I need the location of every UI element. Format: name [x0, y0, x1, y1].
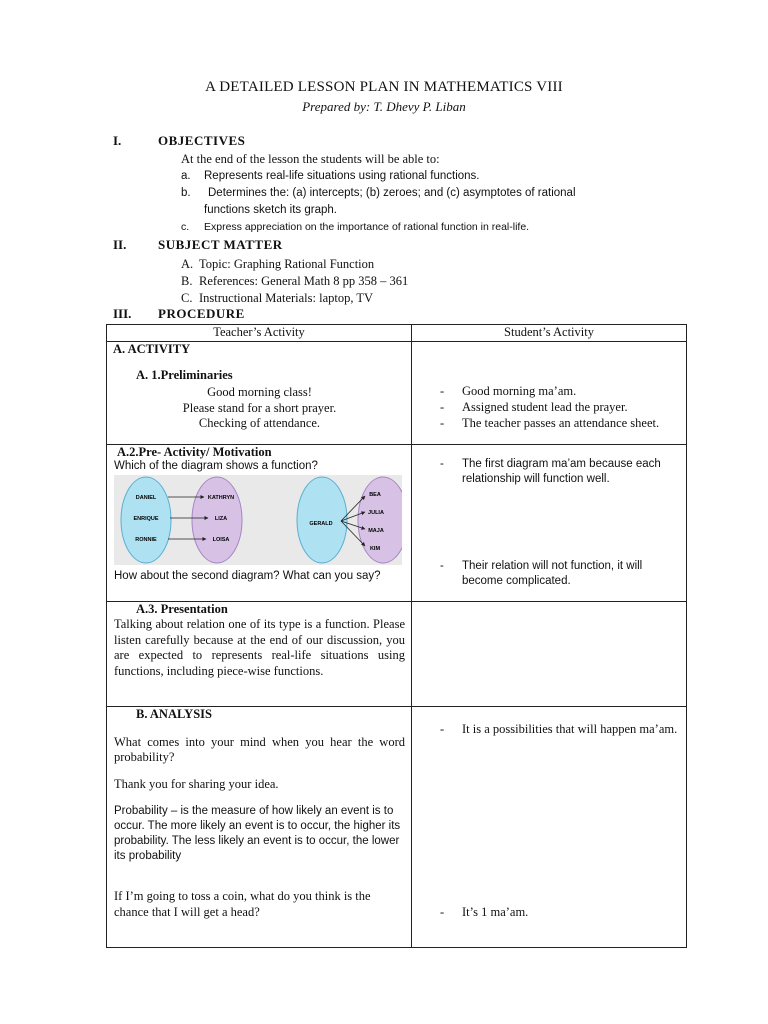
- subject-marker-b: B.: [181, 274, 193, 288]
- greeting: Good morning class!: [207, 385, 312, 399]
- motivation-question-2: How about the second diagram? What can you say?: [114, 570, 381, 582]
- range-label: LIZA: [214, 516, 228, 522]
- domain-label: GERALD: [309, 521, 333, 527]
- prayer: Please stand for a short prayer.: [182, 401, 337, 415]
- list-item: - Their relation will not function, it will become complicated.: [440, 560, 643, 587]
- objectives-number: I.: [113, 133, 122, 148]
- analysis-heading: B. ANALYSIS: [136, 707, 212, 721]
- range-label: MAJA: [368, 528, 384, 534]
- procedure-table: [106, 324, 687, 948]
- presentation-text: Talking about relation one of its type is a function. Please listen carefully because at the end of our discussion, you are expected to represents real-life situations using functions, including piece-wise functions.: [114, 617, 405, 678]
- preliminaries-heading: A. 1.Preliminaries: [136, 368, 233, 382]
- list-item: - It is a possibilities that will happen ma’am.: [440, 722, 678, 736]
- activity-row: [107, 342, 687, 445]
- domain-label: ENRIQUE: [133, 516, 159, 522]
- mapping-diagrams-svg: [114, 475, 402, 565]
- analysis-row: [107, 707, 687, 948]
- document-title: A DETAILED LESSON PLAN IN MATHEMATICS VIII: [205, 79, 563, 95]
- motivation-row: [107, 445, 687, 602]
- motivation-question: Which of the diagram shows a function?: [114, 460, 318, 472]
- objective-a: Represents real-life situations using rational functions.: [204, 170, 480, 182]
- domain-label: DANIEL: [135, 495, 157, 501]
- subject-references: References: General Math 8 pp 358 – 361: [199, 274, 409, 288]
- objective-b-continued: functions sketch its graph.: [204, 204, 337, 216]
- subject-matter-title: SUBJECT MATTER: [158, 237, 283, 252]
- subject-marker-a: A.: [181, 257, 194, 271]
- objectives-intro: At the end of the lesson the students will be able to:: [181, 152, 440, 166]
- domain-oval-2: [297, 477, 347, 563]
- objective-c: Express appreciation on the importance of rational function in real-life.: [204, 221, 530, 233]
- motivation-student-list-1: [412, 457, 680, 487]
- analysis-student-list-2: [412, 904, 680, 920]
- activity-student-list: [412, 383, 680, 431]
- objective-b: Determines the: (a) intercepts; (b) zeroes; and (c) asymptotes of rational: [208, 187, 576, 199]
- subject-marker-c: C.: [181, 291, 193, 305]
- subject-topic: Topic: Graphing Rational Function: [199, 257, 375, 271]
- analysis-thanks: Thank you for sharing your idea.: [114, 777, 279, 791]
- list-item: - Assigned student lead the prayer.: [440, 400, 628, 414]
- domain-label: RONNIE: [135, 537, 157, 543]
- range-label: KIM: [369, 546, 381, 552]
- prepared-by: Prepared by: T. Dhevy P. Liban: [302, 99, 466, 114]
- list-item: - The first diagram ma’am because each relationship will function well.: [440, 458, 661, 485]
- list-item: - It’s 1 ma’am.: [440, 905, 529, 919]
- student-activity-header: Student’s Activity: [412, 325, 687, 342]
- range-label: JULIA: [368, 510, 384, 516]
- motivation-student-list-2: [412, 559, 680, 589]
- subject-materials: Instructional Materials: laptop, TV: [199, 291, 374, 305]
- analysis-question-1: What comes into your mind when you hear the word probability?: [114, 735, 405, 764]
- range-label: BEA: [369, 492, 381, 498]
- attendance: Checking of attendance.: [198, 416, 321, 430]
- teacher-activity-header: Teacher’s Activity: [107, 325, 412, 342]
- list-item: - Good morning ma’am.: [440, 384, 577, 398]
- range-label: KATHRYN: [207, 495, 235, 501]
- objectives-title: OBJECTIVES: [158, 133, 246, 148]
- range-label: LOISA: [212, 537, 230, 543]
- objective-marker-a: a.: [181, 170, 191, 182]
- activity-heading: A. ACTIVITY: [113, 342, 191, 356]
- presentation-heading: A.3. Presentation: [136, 602, 228, 616]
- objective-marker-b: b.: [181, 187, 191, 199]
- motivation-heading: A.2.Pre- Activity/ Motivation: [117, 445, 272, 459]
- procedure-number: III.: [113, 306, 132, 321]
- presentation-row: [107, 602, 687, 707]
- analysis-question-2: If I’m going to toss a coin, what do you think is the chance that I will get a head?: [114, 889, 371, 919]
- list-item: - The teacher passes an attendance sheet.: [440, 416, 660, 430]
- mapping-diagrams: [114, 475, 402, 565]
- procedure-title: PROCEDURE: [158, 306, 245, 321]
- subject-matter-number: II.: [113, 237, 127, 252]
- analysis-student-list-1: [412, 721, 680, 737]
- probability-definition: Probability – is the measure of how likely an event is to occur. The more likely an event is to occur, the higher its probability. The less likely an event is to occur, the lower its probability: [114, 805, 401, 862]
- objective-marker-c: c.: [181, 221, 190, 233]
